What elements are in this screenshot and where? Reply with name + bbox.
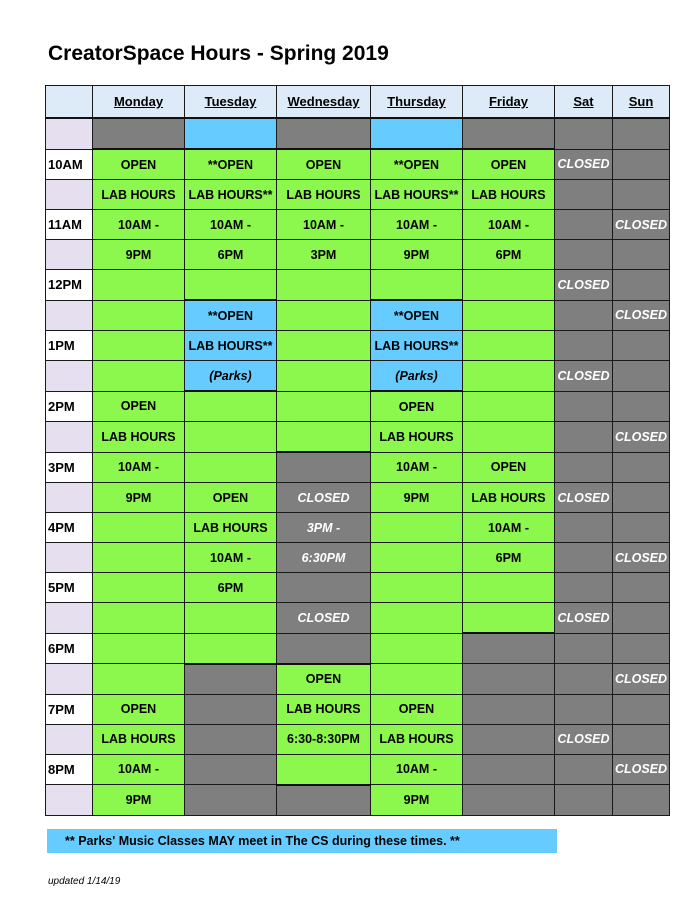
schedule-cell-tuesday <box>185 422 277 453</box>
schedule-cell-sun <box>613 391 670 422</box>
time-label <box>46 361 93 392</box>
schedule-cell-thursday: OPEN <box>371 694 463 724</box>
schedule-cell-monday <box>93 573 185 603</box>
schedule-cell-friday <box>463 422 555 453</box>
schedule-cell-wednesday: 6:30-8:30PM <box>277 724 371 754</box>
table-row <box>46 724 670 754</box>
schedule-cell-thursday <box>371 664 463 695</box>
table-row <box>46 573 670 603</box>
schedule-cell-monday <box>93 118 185 149</box>
day-header-sat: Sat <box>555 86 613 119</box>
schedule-cell-thursday: LAB HOURS** <box>371 331 463 361</box>
schedule-cell-tuesday <box>185 724 277 754</box>
schedule-cell-sun: CLOSED <box>613 543 670 573</box>
schedule-cell-friday <box>463 331 555 361</box>
schedule-cell-thursday <box>371 543 463 573</box>
schedule-cell-sun: CLOSED <box>613 422 670 453</box>
day-header-friday: Friday <box>463 86 555 119</box>
schedule-cell-sat: CLOSED <box>555 483 613 513</box>
schedule-cell-thursday: OPEN <box>371 391 463 422</box>
table-row <box>46 483 670 513</box>
schedule-cell-wednesday <box>277 633 371 664</box>
time-label: 3PM <box>46 452 93 483</box>
schedule-cell-tuesday: **OPEN <box>185 149 277 180</box>
time-label <box>46 422 93 453</box>
schedule-cell-monday: LAB HOURS <box>93 724 185 754</box>
schedule-cell-sat <box>555 664 613 695</box>
schedule-cell-friday <box>463 391 555 422</box>
schedule-cell-tuesday: 10AM - <box>185 543 277 573</box>
schedule-cell-tuesday: OPEN <box>185 483 277 513</box>
schedule-cell-tuesday: 6PM <box>185 573 277 603</box>
schedule-cell-friday: 10AM - <box>463 513 555 543</box>
schedule-cell-sat <box>555 754 613 785</box>
schedule-cell-tuesday <box>185 270 277 301</box>
schedule-cell-sat <box>555 633 613 664</box>
schedule-cell-sun <box>613 361 670 392</box>
schedule-cell-tuesday <box>185 603 277 634</box>
table-row <box>46 633 670 664</box>
schedule-cell-sun <box>613 513 670 543</box>
schedule-cell-monday: 10AM - <box>93 210 185 240</box>
schedule-cell-sat <box>555 300 613 331</box>
schedule-cell-sat: CLOSED <box>555 603 613 634</box>
schedule-cell-sat <box>555 452 613 483</box>
schedule-cell-thursday <box>371 573 463 603</box>
schedule-cell-sat <box>555 391 613 422</box>
schedule-cell-tuesday <box>185 664 277 695</box>
schedule-cell-monday <box>93 633 185 664</box>
schedule-cell-wednesday: 3PM <box>277 240 371 270</box>
schedule-cell-sat <box>555 210 613 240</box>
schedule-cell-wednesday <box>277 331 371 361</box>
schedule-cell-thursday: 9PM <box>371 240 463 270</box>
table-row <box>46 452 670 483</box>
day-header-thursday: Thursday <box>371 86 463 119</box>
hours-table <box>45 85 670 816</box>
time-label: 1PM <box>46 331 93 361</box>
schedule-cell-wednesday: 10AM - <box>277 210 371 240</box>
day-header-tuesday: Tuesday <box>185 86 277 119</box>
schedule-cell-thursday: 10AM - <box>371 210 463 240</box>
time-label: 6PM <box>46 633 93 664</box>
schedule-cell-sun <box>613 149 670 180</box>
schedule-cell-tuesday: LAB HOURS** <box>185 331 277 361</box>
table-row <box>46 694 670 724</box>
schedule-cell-sun <box>613 694 670 724</box>
schedule-cell-thursday: 10AM - <box>371 452 463 483</box>
schedule-cell-sat <box>555 573 613 603</box>
schedule-cell-friday: 10AM - <box>463 210 555 240</box>
time-label <box>46 664 93 695</box>
schedule-cell-sat <box>555 180 613 210</box>
schedule-cell-tuesday <box>185 391 277 422</box>
schedule-cell-thursday: LAB HOURS <box>371 422 463 453</box>
time-label <box>46 180 93 210</box>
schedule-cell-thursday <box>371 633 463 664</box>
schedule-cell-sun <box>613 331 670 361</box>
time-label <box>46 603 93 634</box>
schedule-cell-sun: CLOSED <box>613 754 670 785</box>
schedule-cell-friday: OPEN <box>463 149 555 180</box>
schedule-cell-monday <box>93 513 185 543</box>
schedule-cell-friday <box>463 633 555 664</box>
time-label <box>46 724 93 754</box>
schedule-cell-sat <box>555 543 613 573</box>
schedule-cell-monday: 9PM <box>93 483 185 513</box>
schedule-cell-monday <box>93 300 185 331</box>
table-row <box>46 240 670 270</box>
schedule-cell-sun <box>613 240 670 270</box>
schedule-cell-thursday <box>371 270 463 301</box>
schedule-cell-monday <box>93 331 185 361</box>
table-row <box>46 513 670 543</box>
schedule-cell-thursday: 9PM <box>371 483 463 513</box>
table-row <box>46 543 670 573</box>
schedule-cell-sat <box>555 331 613 361</box>
time-label <box>46 240 93 270</box>
schedule-cell-thursday: LAB HOURS <box>371 724 463 754</box>
schedule-cell-sun: CLOSED <box>613 210 670 240</box>
header-row <box>46 86 670 119</box>
table-row <box>46 118 670 149</box>
time-label <box>46 543 93 573</box>
schedule-cell-wednesday <box>277 300 371 331</box>
schedule-cell-thursday: 9PM <box>371 785 463 816</box>
schedule-cell-friday <box>463 664 555 695</box>
schedule-cell-friday <box>463 603 555 634</box>
time-label: 7PM <box>46 694 93 724</box>
schedule-cell-wednesday: CLOSED <box>277 603 371 634</box>
schedule-cell-thursday <box>371 118 463 149</box>
time-label: 4PM <box>46 513 93 543</box>
time-label: 5PM <box>46 573 93 603</box>
table-row <box>46 331 670 361</box>
schedule-cell-thursday: LAB HOURS** <box>371 180 463 210</box>
schedule-cell-sat <box>555 785 613 816</box>
schedule-cell-friday <box>463 694 555 724</box>
schedule-cell-sat <box>555 694 613 724</box>
schedule-cell-monday: OPEN <box>93 391 185 422</box>
schedule-cell-monday: 9PM <box>93 240 185 270</box>
schedule-cell-sun <box>613 483 670 513</box>
schedule-cell-monday: 10AM - <box>93 754 185 785</box>
schedule-cell-sun: CLOSED <box>613 300 670 331</box>
schedule-cell-monday <box>93 603 185 634</box>
schedule-cell-wednesday <box>277 391 371 422</box>
day-header-monday: Monday <box>93 86 185 119</box>
table-row <box>46 664 670 695</box>
schedule-cell-sun: CLOSED <box>613 664 670 695</box>
hours-table-body <box>46 118 670 815</box>
page-title: CreatorSpace Hours - Spring 2019 <box>48 42 389 65</box>
table-row <box>46 603 670 634</box>
schedule-cell-monday: LAB HOURS <box>93 422 185 453</box>
schedule-cell-monday <box>93 543 185 573</box>
updated-date: updated 1/14/19 <box>48 876 121 887</box>
schedule-cell-sat <box>555 240 613 270</box>
schedule-cell-monday: 9PM <box>93 785 185 816</box>
schedule-cell-wednesday <box>277 361 371 392</box>
schedule-cell-wednesday <box>277 452 371 483</box>
schedule-cell-tuesday <box>185 118 277 149</box>
schedule-cell-sun <box>613 785 670 816</box>
table-row <box>46 361 670 392</box>
schedule-cell-wednesday: 3PM - <box>277 513 371 543</box>
schedule-cell-friday <box>463 724 555 754</box>
schedule-cell-friday <box>463 573 555 603</box>
schedule-cell-sat: CLOSED <box>555 270 613 301</box>
schedule-cell-wednesday <box>277 754 371 785</box>
schedule-cell-tuesday <box>185 452 277 483</box>
table-row <box>46 180 670 210</box>
schedule-cell-tuesday <box>185 754 277 785</box>
time-label <box>46 118 93 149</box>
table-row <box>46 422 670 453</box>
schedule-cell-sat: CLOSED <box>555 149 613 180</box>
schedule-cell-sun <box>613 452 670 483</box>
schedule-cell-sun <box>613 270 670 301</box>
schedule-cell-thursday: (Parks) <box>371 361 463 392</box>
schedule-cell-wednesday: 6:30PM <box>277 543 371 573</box>
schedule-cell-tuesday: (Parks) <box>185 361 277 392</box>
schedule-cell-tuesday: LAB HOURS** <box>185 180 277 210</box>
table-row <box>46 300 670 331</box>
corner-header <box>46 86 93 119</box>
schedule-cell-monday: OPEN <box>93 694 185 724</box>
schedule-cell-sat <box>555 118 613 149</box>
table-row <box>46 785 670 816</box>
schedule-cell-sat <box>555 422 613 453</box>
schedule-cell-wednesday <box>277 270 371 301</box>
schedule-cell-wednesday: LAB HOURS <box>277 180 371 210</box>
schedule-cell-monday <box>93 361 185 392</box>
schedule-cell-monday: OPEN <box>93 149 185 180</box>
time-label: 10AM <box>46 149 93 180</box>
schedule-cell-thursday <box>371 513 463 543</box>
time-label: 11AM <box>46 210 93 240</box>
schedule-cell-wednesday: CLOSED <box>277 483 371 513</box>
table-row <box>46 270 670 301</box>
schedule-cell-wednesday <box>277 785 371 816</box>
schedule-cell-sun <box>613 573 670 603</box>
schedule-cell-wednesday <box>277 118 371 149</box>
schedule-cell-thursday <box>371 603 463 634</box>
schedule-cell-tuesday: LAB HOURS <box>185 513 277 543</box>
schedule-cell-monday: 10AM - <box>93 452 185 483</box>
schedule-cell-wednesday: OPEN <box>277 149 371 180</box>
day-header-sun: Sun <box>613 86 670 119</box>
schedule-cell-friday <box>463 118 555 149</box>
day-header-wednesday: Wednesday <box>277 86 371 119</box>
schedule-cell-monday: LAB HOURS <box>93 180 185 210</box>
schedule-cell-sat: CLOSED <box>555 724 613 754</box>
schedule-cell-friday: 6PM <box>463 240 555 270</box>
schedule-cell-sun <box>613 118 670 149</box>
time-label: 8PM <box>46 754 93 785</box>
schedule-cell-friday: LAB HOURS <box>463 180 555 210</box>
schedule-cell-friday <box>463 270 555 301</box>
schedule-cell-monday <box>93 270 185 301</box>
schedule-cell-friday <box>463 754 555 785</box>
schedule-cell-friday <box>463 785 555 816</box>
schedule-cell-thursday: **OPEN <box>371 300 463 331</box>
time-label: 2PM <box>46 391 93 422</box>
schedule-cell-tuesday <box>185 633 277 664</box>
table-row <box>46 210 670 240</box>
time-label <box>46 483 93 513</box>
schedule-cell-wednesday: LAB HOURS <box>277 694 371 724</box>
time-label: 12PM <box>46 270 93 301</box>
schedule-cell-sat <box>555 513 613 543</box>
schedule-cell-friday: 6PM <box>463 543 555 573</box>
schedule-cell-thursday: **OPEN <box>371 149 463 180</box>
schedule-cell-sun <box>613 724 670 754</box>
schedule-cell-wednesday: OPEN <box>277 664 371 695</box>
schedule-cell-sun <box>613 180 670 210</box>
table-row <box>46 391 670 422</box>
schedule-cell-wednesday <box>277 573 371 603</box>
schedule-cell-monday <box>93 664 185 695</box>
schedule-cell-friday: OPEN <box>463 452 555 483</box>
schedule-cell-friday <box>463 300 555 331</box>
schedule-cell-tuesday: 10AM - <box>185 210 277 240</box>
table-row <box>46 149 670 180</box>
schedule-cell-tuesday: **OPEN <box>185 300 277 331</box>
parks-note: ** Parks' Music Classes MAY meet in The CS during these times. ** <box>47 829 557 853</box>
schedule-cell-sat: CLOSED <box>555 361 613 392</box>
table-row <box>46 754 670 785</box>
schedule-cell-friday <box>463 361 555 392</box>
time-label <box>46 300 93 331</box>
schedule-cell-sun <box>613 603 670 634</box>
schedule-cell-tuesday <box>185 694 277 724</box>
schedule-cell-wednesday <box>277 422 371 453</box>
time-label <box>46 785 93 816</box>
schedule-cell-friday: LAB HOURS <box>463 483 555 513</box>
schedule-cell-tuesday: 6PM <box>185 240 277 270</box>
schedule-cell-tuesday <box>185 785 277 816</box>
schedule-cell-thursday: 10AM - <box>371 754 463 785</box>
schedule-cell-sun <box>613 633 670 664</box>
